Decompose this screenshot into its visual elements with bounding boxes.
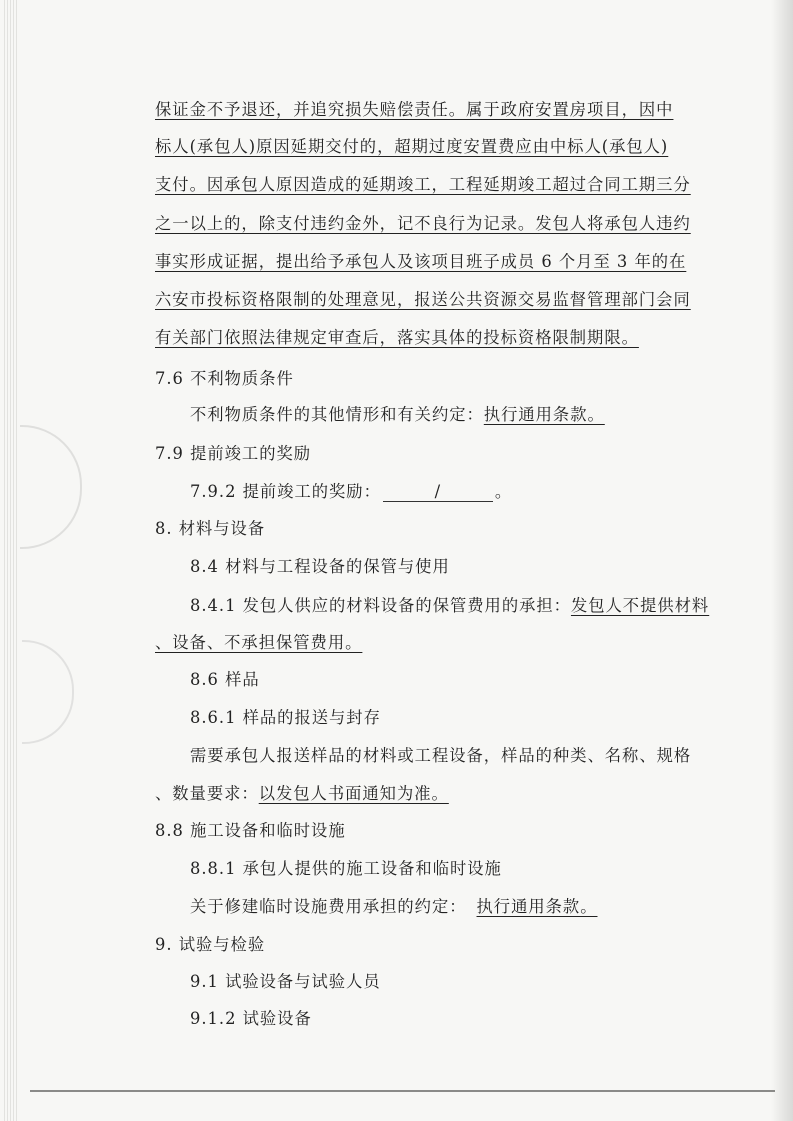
section-heading-8-8: 8.8 施工设备和临时设施 bbox=[155, 821, 346, 840]
text-line: 六安市投标资格限制的处理意见，报送公共资源交易监督管理部门会同 bbox=[155, 290, 691, 309]
seal-stamp-fragment bbox=[20, 425, 82, 549]
clause-value: 执行通用条款。 bbox=[476, 897, 598, 916]
clause-value: 以发包人书面通知为准。 bbox=[258, 784, 449, 803]
text-line: 保证金不予退还，并追究损失赔偿责任。属于政府安置房项目，因中 bbox=[155, 100, 674, 119]
clause-8-4-1 bbox=[190, 595, 709, 617]
clause-label: 关于修建临时设施费用承担的约定： bbox=[190, 897, 467, 916]
clause-label: 、数量要求： bbox=[155, 784, 259, 803]
text-line: 有关部门依照法律规定审查后，落实具体的投标资格限制期限。 bbox=[155, 328, 639, 347]
page-edge-stack bbox=[4, 0, 18, 1121]
page-right-shadow bbox=[771, 0, 793, 1121]
clause-value: 执行通用条款。 bbox=[483, 405, 605, 424]
blank-field: / bbox=[383, 483, 493, 502]
clause-8-6-1-body-continued bbox=[155, 783, 449, 805]
clause-8-8-1-body bbox=[190, 896, 598, 918]
section-heading-8-6-1: 8.6.1 样品的报送与封存 bbox=[190, 708, 381, 727]
section-heading-7-9: 7.9 提前竣工的奖励 bbox=[155, 444, 312, 463]
clause-8-6-1-body: 需要承包人报送样品的材料或工程设备，样品的种类、名称、规格 bbox=[190, 746, 692, 765]
clause-label: 7.9.2 提前竣工的奖励： bbox=[190, 482, 381, 501]
text-line: 标人(承包人)原因延期交付的，超期过度安置费应由中标人(承包人) bbox=[155, 137, 669, 156]
clause-7-9-2 bbox=[190, 481, 512, 503]
clause-label: 8.4.1 发包人供应的材料设备的保管费用的承担： bbox=[190, 596, 571, 615]
text-line: 之一以上的，除支付违约金外，记不良行为记录。发包人将承包人违约 bbox=[155, 214, 691, 233]
clause-value: 发包人不提供材料 bbox=[570, 596, 710, 615]
seal-stamp-fragment bbox=[22, 640, 74, 744]
section-heading-9-1: 9.1 试验设备与试验人员 bbox=[190, 972, 381, 991]
section-heading-9-1-2: 9.1.2 试验设备 bbox=[190, 1009, 312, 1028]
clause-value-continued: 、设备、不承担保管费用。 bbox=[155, 633, 363, 652]
section-heading-8-4: 8.4 材料与工程设备的保管与使用 bbox=[190, 557, 450, 576]
clause-7-6-body bbox=[190, 404, 605, 426]
section-heading-7-6: 7.6 不利物质条件 bbox=[155, 369, 294, 388]
clause-label: 不利物质条件的其他情形和有关约定： bbox=[190, 405, 484, 424]
text-line: 支付。因承包人原因造成的延期竣工，工程延期竣工超过合同工期三分 bbox=[155, 175, 691, 194]
text-line: 事实形成证据，提出给予承包人及该项目班子成员 6 个月至 3 年的在 bbox=[155, 252, 687, 271]
section-heading-8-6: 8.6 样品 bbox=[190, 670, 260, 689]
page-bottom-edge bbox=[30, 1090, 775, 1092]
clause-end: 。 bbox=[494, 482, 513, 501]
section-heading-8-8-1: 8.8.1 承包人提供的施工设备和临时设施 bbox=[190, 859, 502, 878]
section-heading-8: 8. 材料与设备 bbox=[155, 519, 266, 538]
section-heading-9: 9. 试验与检验 bbox=[155, 935, 266, 954]
